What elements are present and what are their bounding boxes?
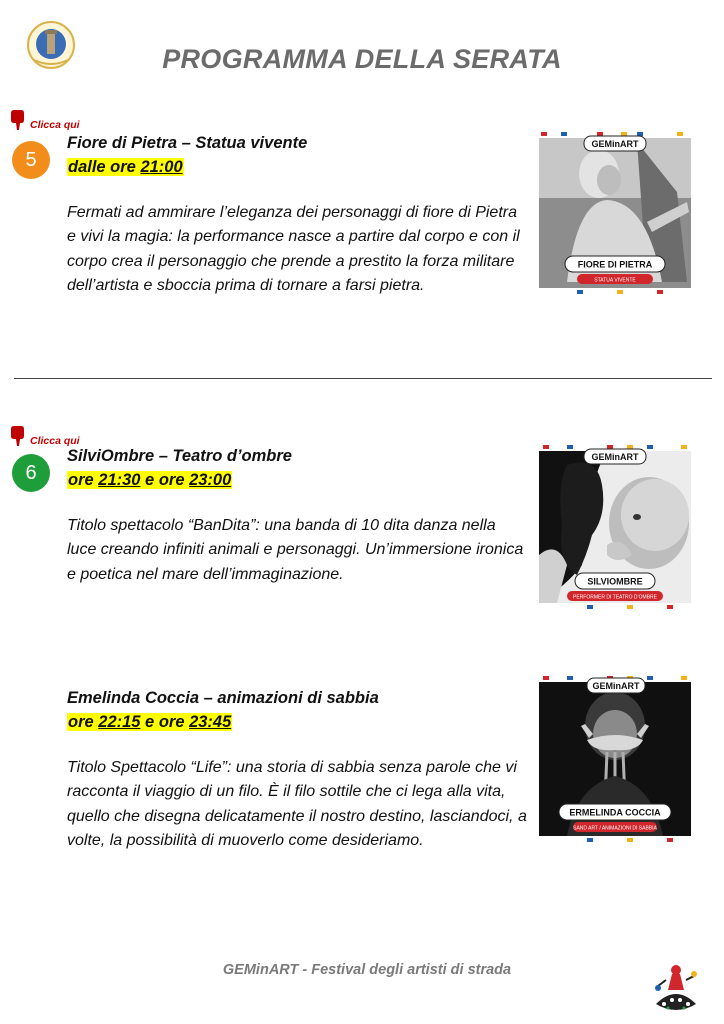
event-time: [67, 468, 527, 492]
poster-brand: GEMinART: [591, 452, 639, 462]
event-block-emelinda: [67, 686, 527, 853]
click-here-label: Clicca qui: [30, 435, 80, 447]
poster-brand: GEMinART: [592, 681, 640, 691]
poster-name: ERMELINDA COCCIA: [569, 807, 661, 818]
event-time: [67, 155, 527, 179]
event-title: SilviOmbre – Teatro d’ombre: [67, 447, 292, 465]
time-separator: e ore: [140, 471, 190, 489]
section-divider: [14, 378, 712, 379]
event-time: [67, 710, 527, 734]
event-block-fiore: [67, 131, 527, 298]
event-number-badge: 5: [12, 141, 50, 179]
time-prefix: dalle ore: [68, 158, 141, 176]
page-title: PROGRAMMA DELLA SERATA: [162, 44, 562, 74]
event-description: Titolo Spettacolo “Life”: una storia di sabbia senza parole che vi racconta il viaggio di un filo. È il filo sottile che ci lega alla vita, quello che disegna delicatamente il nostro destino, lasciandoci, a volte, la possibilità di muoverlo come desideriamo.: [67, 759, 527, 849]
time-value: 22:15: [98, 713, 141, 731]
poster-subtitle: PERFORMER DI TEATRO D’OMBRE: [573, 594, 657, 601]
event-block-silviombre: [67, 444, 527, 587]
poster-name: SILVIOMBRE: [587, 576, 643, 587]
poster-image: [537, 132, 693, 296]
pointing-hand-icon: [10, 424, 28, 448]
time-separator: e ore: [140, 713, 190, 731]
event-title: Fiore di Pietra – Statua vivente: [67, 134, 308, 152]
event-description: Titolo spettacolo “BanDita”: una banda di 10 dita danza nella luce creando infiniti animali e personaggi. Un’immersione ironica e poetica nel mare dell’immaginazione.: [67, 517, 524, 583]
time-prefix: ore: [68, 471, 99, 489]
event-description: Fermati ad ammirare l’eleganza dei personaggi di fiore di Pietra e vivi la magia: la performance nasce a partire dal corpo e con il corpo crea il personaggio che prende a prestito la forza militare dell’artista e sboccia prima di tornare a farsi pietra.: [67, 204, 520, 294]
poster-name: FIORE DI PIETRA: [577, 259, 653, 270]
festival-logo: [648, 960, 704, 1016]
poster-image: [537, 676, 693, 844]
poster-ermelinda-coccia[interactable]: [537, 676, 693, 844]
time-prefix: ore: [68, 713, 99, 731]
click-here-label: Clicca qui: [30, 119, 80, 131]
time-value: 21:30: [98, 471, 141, 489]
time-value: 23:00: [189, 471, 232, 489]
pointing-hand-icon: [10, 108, 28, 132]
event-number-badge: 6: [12, 454, 50, 492]
poster-subtitle: SAND ART / ANIMAZIONI DI SABBIA: [573, 825, 657, 832]
time-value: 21:00: [140, 158, 183, 176]
poster-silviombre[interactable]: [537, 445, 693, 611]
time-value: 23:45: [189, 713, 232, 731]
event-title: Emelinda Coccia – animazioni di sabbia: [67, 689, 379, 707]
poster-subtitle: STATUA VIVENTE: [594, 277, 636, 284]
click-here-link-5[interactable]: [10, 108, 80, 132]
poster-fiore-di-pietra[interactable]: [537, 132, 693, 296]
footer-text: GEMinART - Festival degli artisti di strada: [222, 962, 512, 978]
poster-image: [537, 445, 693, 611]
poster-brand: GEMinART: [591, 139, 639, 149]
